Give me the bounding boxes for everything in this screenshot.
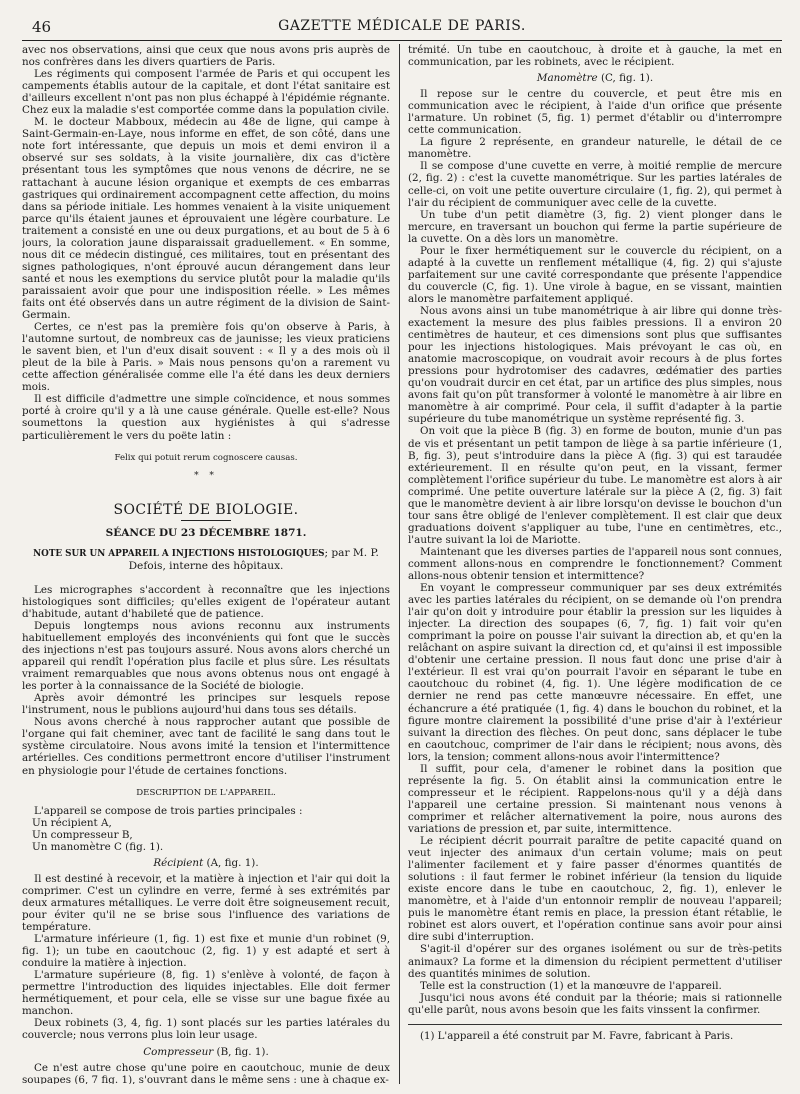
article-title-text: NOTE SUR UN APPAREIL A INJECTIONS HISTOLOGIQUES [33,548,325,559]
paragraph: S'agit-il d'opérer sur des organes isolément ou sur de très-petits animaux? La forme et la dimension du récipient permettent d'utiliser des quantités minimes de solution. [408,943,782,980]
subheading-text: Récipient [153,856,204,869]
paragraph: Il est destiné à recevoir, et la matière à injection et l'air qui doit la comprimer. C'est un cylindre en verre, fermé à ses extrémités par deux armatures métalliques. Le verre doit être soigneusement recuit, pour éviter qu'il ne se brise sous l'influence des variations de température. [22,872,390,934]
paragraph: On voit que la pièce B (fig. 3) en forme de bouton, munie d'un pas de vis et présentant un petit tampon de liège à sa partie inférieure (1, B, fig. 3), peut s'introduire dans la pièce A (fig. 3) qui est taraudée extérieurement. Il en résulte qu'on peut, en la vissant, fermer complètement l'orifice supérieur du tube. Le manomètre est alors à air comprimé. Une petite ouverture latérale sur la pièce A (2, fig. 3) fait que le manomètre devient à air libre lorsqu'on devisse le bouchon d'un tour sans être obligé de l'enlever complètement. Il est clair que deux graduations doivent s'appliquer au tube, l'une en centimètres, etc., l'autre suivant la loi de Mariotte. [408,425,782,546]
page-header [22,14,782,41]
paragraph: Après avoir démontré les principes sur lesquels repose l'instrument, nous le publions aujourd'hui dans tous ses détails. [22,692,390,717]
paragraph: Depuis longtemps nous avions reconnu aux instruments habituellement employés des inconvénients qui font que le succès des injections n'est pas toujours assuré. Nous avons alors cherché un appareil qui rendît l'opération plus facile et plus sûre. Les résultats vraiment remarquables que nous avons obtenus nous ont engagé à les porter à la connaissance de la Société de biologie. [22,619,390,693]
list-item: Un compresseur B, [32,828,133,841]
subheading-text: Manomètre [536,72,598,85]
paragraph: Un tube d'un petit diamètre (3, fig. 2) vient plonger dans le mercure, en traversant un bouchon qui ferme la partie supérieure de la cuvette. On a dès lors un manomètre. [408,208,782,245]
paragraph: En voyant le compresseur communiquer par ses deux extrémités avec les parties latérales du récipient, on se demande où l'on prendra l'air qu'on doit y introduire pour établir la pression sur les liquides à injecter. La direction des soupapes (6, 7, fig. 1) fait voir qu'en comprimant la poire on pousse l'air suivant la direction ab, et qu'en la relâchant on aspire suivant la direction cd, et qu'ainsi il est impossible d'obtenir une certaine pression. Il nous faut donc une prise d'air à l'extérieur. Il est vrai qu'on pourrait l'avoir en séparant le tube en caoutchouc du robinet (4, fig. 1). Une légère modification de ce dernier ne rend pas cette manœuvre nécessaire. En effet, une échancrure a été pratiquée (1, fig. 4) dans le bouchon du robinet, et la figure montre clairement la possibilité d'une prise d'air à l'extérieur suivant la direction des flèches. On peut donc, sans déplacer le tube en caoutchouc, comprimer de l'air dans le récipient; nous avons, dès lors, la tension; comment allons-nous avoir l'intermittence? [408,582,782,763]
heading-rule [181,520,231,521]
page-number: 46 [32,18,52,36]
paragraph: L'appareil se compose de trois parties principales : [34,804,303,817]
session-heading: SÉANCE DU 23 DÉCEMBRE 1871. [105,526,307,539]
paragraph: Telle est la construction (1) et la manœuvre de l'appareil. [420,979,722,992]
paragraph: trémité. Un tube en caoutchouc, à droite et à gauche, la met en communication, par les robinets, avec le récipient. [408,44,782,69]
left-column [22,44,390,1084]
paragraph: Il se compose d'une cuvette en verre, à moitié remplie de mercure (2, fig. 2) : c'est la cuvette manométrique. Sur les parties latérales de celle-ci, on voit une petite ouverture circulaire (1, fig. 2), qui permet à l'air du récipient de communiquer avec celle de la cuvette. [408,160,782,209]
subheading-recipient [22,857,390,869]
subheading-text: Compresseur [143,1045,214,1058]
paragraph: Deux robinets (3, 4, fig. 1) sont placés sur les parties latérales du couvercle; nous verrons plus loin leur usage. [22,1017,390,1042]
description-heading: DESCRIPTION DE L'APPAREIL. [136,787,276,798]
figure-ref: (B, fig. 1). [216,1045,269,1058]
paragraph: Nous avons ainsi un tube manométrique à air libre qui donne très-exactement la mesure des plus faibles pressions. Il a environ 20 centimètres de hauteur, et ces dimensions sont plus que suffisantes pour les injections histologiques. Mais prévoyant le cas où, en anatomie macroscopique, on voudrait avoir recours à de plus fortes pressions pour hydrotomiser des cadavres, œdématier des parties qu'on voudrait durcir en cet état, par un artifice des plus simples, nous avons fait qu'on pût transformer à volonté le manomètre à air libre en manomètre à air comprimé. Pour cela, il suffit d'adapter à la partie supérieure du tube manométrique un système représenté fig. 3. [408,304,782,426]
paragraph: Certes, ce n'est pas la première fois qu'on observe à Paris, à l'automne surtout, de nombreux cas de jaunisse; les vieux praticiens le savent bien, et l'un d'eux disait souvent : « Il y a des mois où il pleut de la bile à Paris. » Mais nous pensons qu'on a rarement vu cette affection généralisée comme elle l'a été dans les deux derniers mois. [22,321,390,394]
paragraph: Il suffit, pour cela, d'amener le robinet dans la position que représente la fig. 5. On établit ainsi la communication entre le compresseur et le récipient. Rappelons-nous qu'il y a déjà dans l'appareil une certaine pression. Si maintenant nous venons à comprimer et relâcher alternativement la poire, nous aurons des variations de pression et, par suite, intermittence. [408,762,782,835]
paragraph: L'armature inférieure (1, fig. 1) est fixe et munie d'un robinet (9, fig. 1); un tube en caoutchouc (2, fig. 1) y est adapté et sert à conduire la matière à injection. [22,933,390,970]
paragraph: Jusqu'ici nous avons été conduit par la théorie; mais si rationnelle qu'elle parût, nous avons besoin que les faits vinssent la confirmer. [408,991,782,1016]
paragraph: Il repose sur le centre du couvercle, et peut être mis en communication avec le récipient, à l'aide d'un orifice que présente l'armature. Un robinet (5, fig. 1) permet d'établir ou d'interrompre cette communication. [408,88,782,137]
section-separator: * * [194,470,218,481]
paragraph: Maintenant que les diverses parties de l'appareil nous sont connues, comment allons-nous en comprendre le fonctionnement? Comment allons-nous obtenir tension et intermittence? [408,545,782,583]
paragraph: L'armature supérieure (8, fig. 1) s'enlève à volonté, de façon à permettre l'introduction des liquides injectables. Elle doit fermer hermétiquement, et pour cela, elle se visse sur une bague fixée au manchon. [22,969,390,1018]
paragraph: Le récipient décrit pourrait paraître de petite capacité quand on veut injecter des animaux d'un certain volume; mais on peut l'alimenter facilement et y faire passer d'énormes quantités de solutions : il faut fermer le robinet inférieur (la tension du liquide existe encore dans le tube en caoutchouc, 2, fig. 1), enlever le manomètre, et à l'aide d'un entonnoir remplir de nouveau l'appareil; puis le manomètre étant remis en place, la pression étant rétablie, le robinet est alors ouvert, et l'opération continue sans avoir pour ainsi dire subi d'interruption. [408,835,782,944]
subheading-compresseur [22,1046,390,1058]
footnote: (1) L'appareil a été construit par M. Favre, fabricant à Paris. [420,1030,734,1042]
subheading-manometre [408,72,782,84]
footnote-rule [408,1024,782,1025]
article-title [22,547,390,572]
paragraph: La figure 2 représente, en grandeur naturelle, le détail de ce manomètre. [408,136,782,161]
list-item: Un manomètre C (fig. 1). [32,840,164,853]
article-author: ; par M. P. Defois, interne des hôpitaux. [128,546,379,572]
society-heading: SOCIÉTÉ DE BIOLOGIE. [113,501,299,518]
paragraph: Les régiments qui composent l'armée de Paris et qui occupent les campements établis autour de la capitale, et dont l'état sanitaire est d'ailleurs excellent n'ont pas non plus échappé à l'épidémie régnante. Chez eux la maladie s'est comportée comme dans la population civile. [22,68,390,117]
paragraph: Il est difficile d'admettre une simple coïncidence, et nous sommes porté à croire qu'il y a là une cause générale. Quelle est-elle? Nous soumettons la question aux hygiénistes à qui s'adresse particulièrement le vers du poëte latin : [22,393,390,442]
figure-ref: (A, fig. 1). [206,856,259,869]
paragraph: Ce n'est autre chose qu'une poire en caoutchouc, munie de deux soupapes (6, 7 fig. 1), s'ouvrant dans le même sens : une à chaque ex- [22,1061,390,1084]
list-item: Un récipient A, [32,816,112,829]
column-divider [399,44,400,1084]
paragraph: Nous avons cherché à nous rapprocher autant que possible de l'organe qui fait cheminer, avec tant de facilité le sang dans tout le système circulatoire. Nous avons imité la tension et l'intermittence artérielles. Ces conditions permettront encore d'utiliser l'instrument en physiologie pour l'étude de certaines fonctions. [22,716,390,777]
paragraph: Les micrographes s'accordent à reconnaître que les injections histologiques sont difficiles; qu'elles exigent de l'opérateur autant d'habitude, autant d'habileté que de patience. [22,583,390,620]
right-column [408,44,782,1084]
paragraph: Pour le fixer hermétiquement sur le couvercle du récipient, on a adapté à la cuvette un renflement métallique (4, fig. 2) qui s'ajuste parfaitement sur une cavité correspondante que présente l'appendice du couvercle (C, fig. 1). Une virole à bague, en se vissant, maintien alors le manomètre parfaitement appliqué. [408,244,782,305]
journal-title: GAZETTE MÉDICALE DE PARIS. [278,18,526,34]
paragraph: M. le docteur Mabboux, médecin au 48e de ligne, qui campe à Saint-Germain-en-Laye, nous informe en effet, de son côté, dans une note fort intéressante, que depuis un mois et demi environ il a observé sur ses soldats, à la visite journalière, dix cas d'ictère présentant tous les symptômes que nous venons de décrire, ne se rattachant à aucune lésion organique et exempts de ces embarras gastriques qui ordinairement accompagnent cette affection, du moins dans sa période initiale. Les hommes venaient à la visite uniquement parce qu'ils étaient jaunes et éprouvaient une légère courbature. Le traitement a consisté en une ou deux purgations, et au bout de 5 à 6 jours, la coloration jaune disparaissait graduellement. « En somme, nous dit ce médecin distingué, ces militaires, tout en présentant des signes pathologiques, n'ont éprouvé aucun dérangement dans leur santé et nous les exemptions du service plutôt pour la maladie qu'ils paraissaient avoir que pour une indisposition réelle. » Les mêmes faits ont été observés dans un autre régiment de la division de Saint-Germain. [22,116,390,322]
latin-quote: Felix qui potuit rerum cognoscere causas. [114,452,298,463]
paragraph: avec nos observations, ainsi que ceux que nous avons pris auprès de nos confrères dans les divers quartiers de Paris. [22,44,390,69]
figure-ref: (C, fig. 1). [600,72,654,85]
